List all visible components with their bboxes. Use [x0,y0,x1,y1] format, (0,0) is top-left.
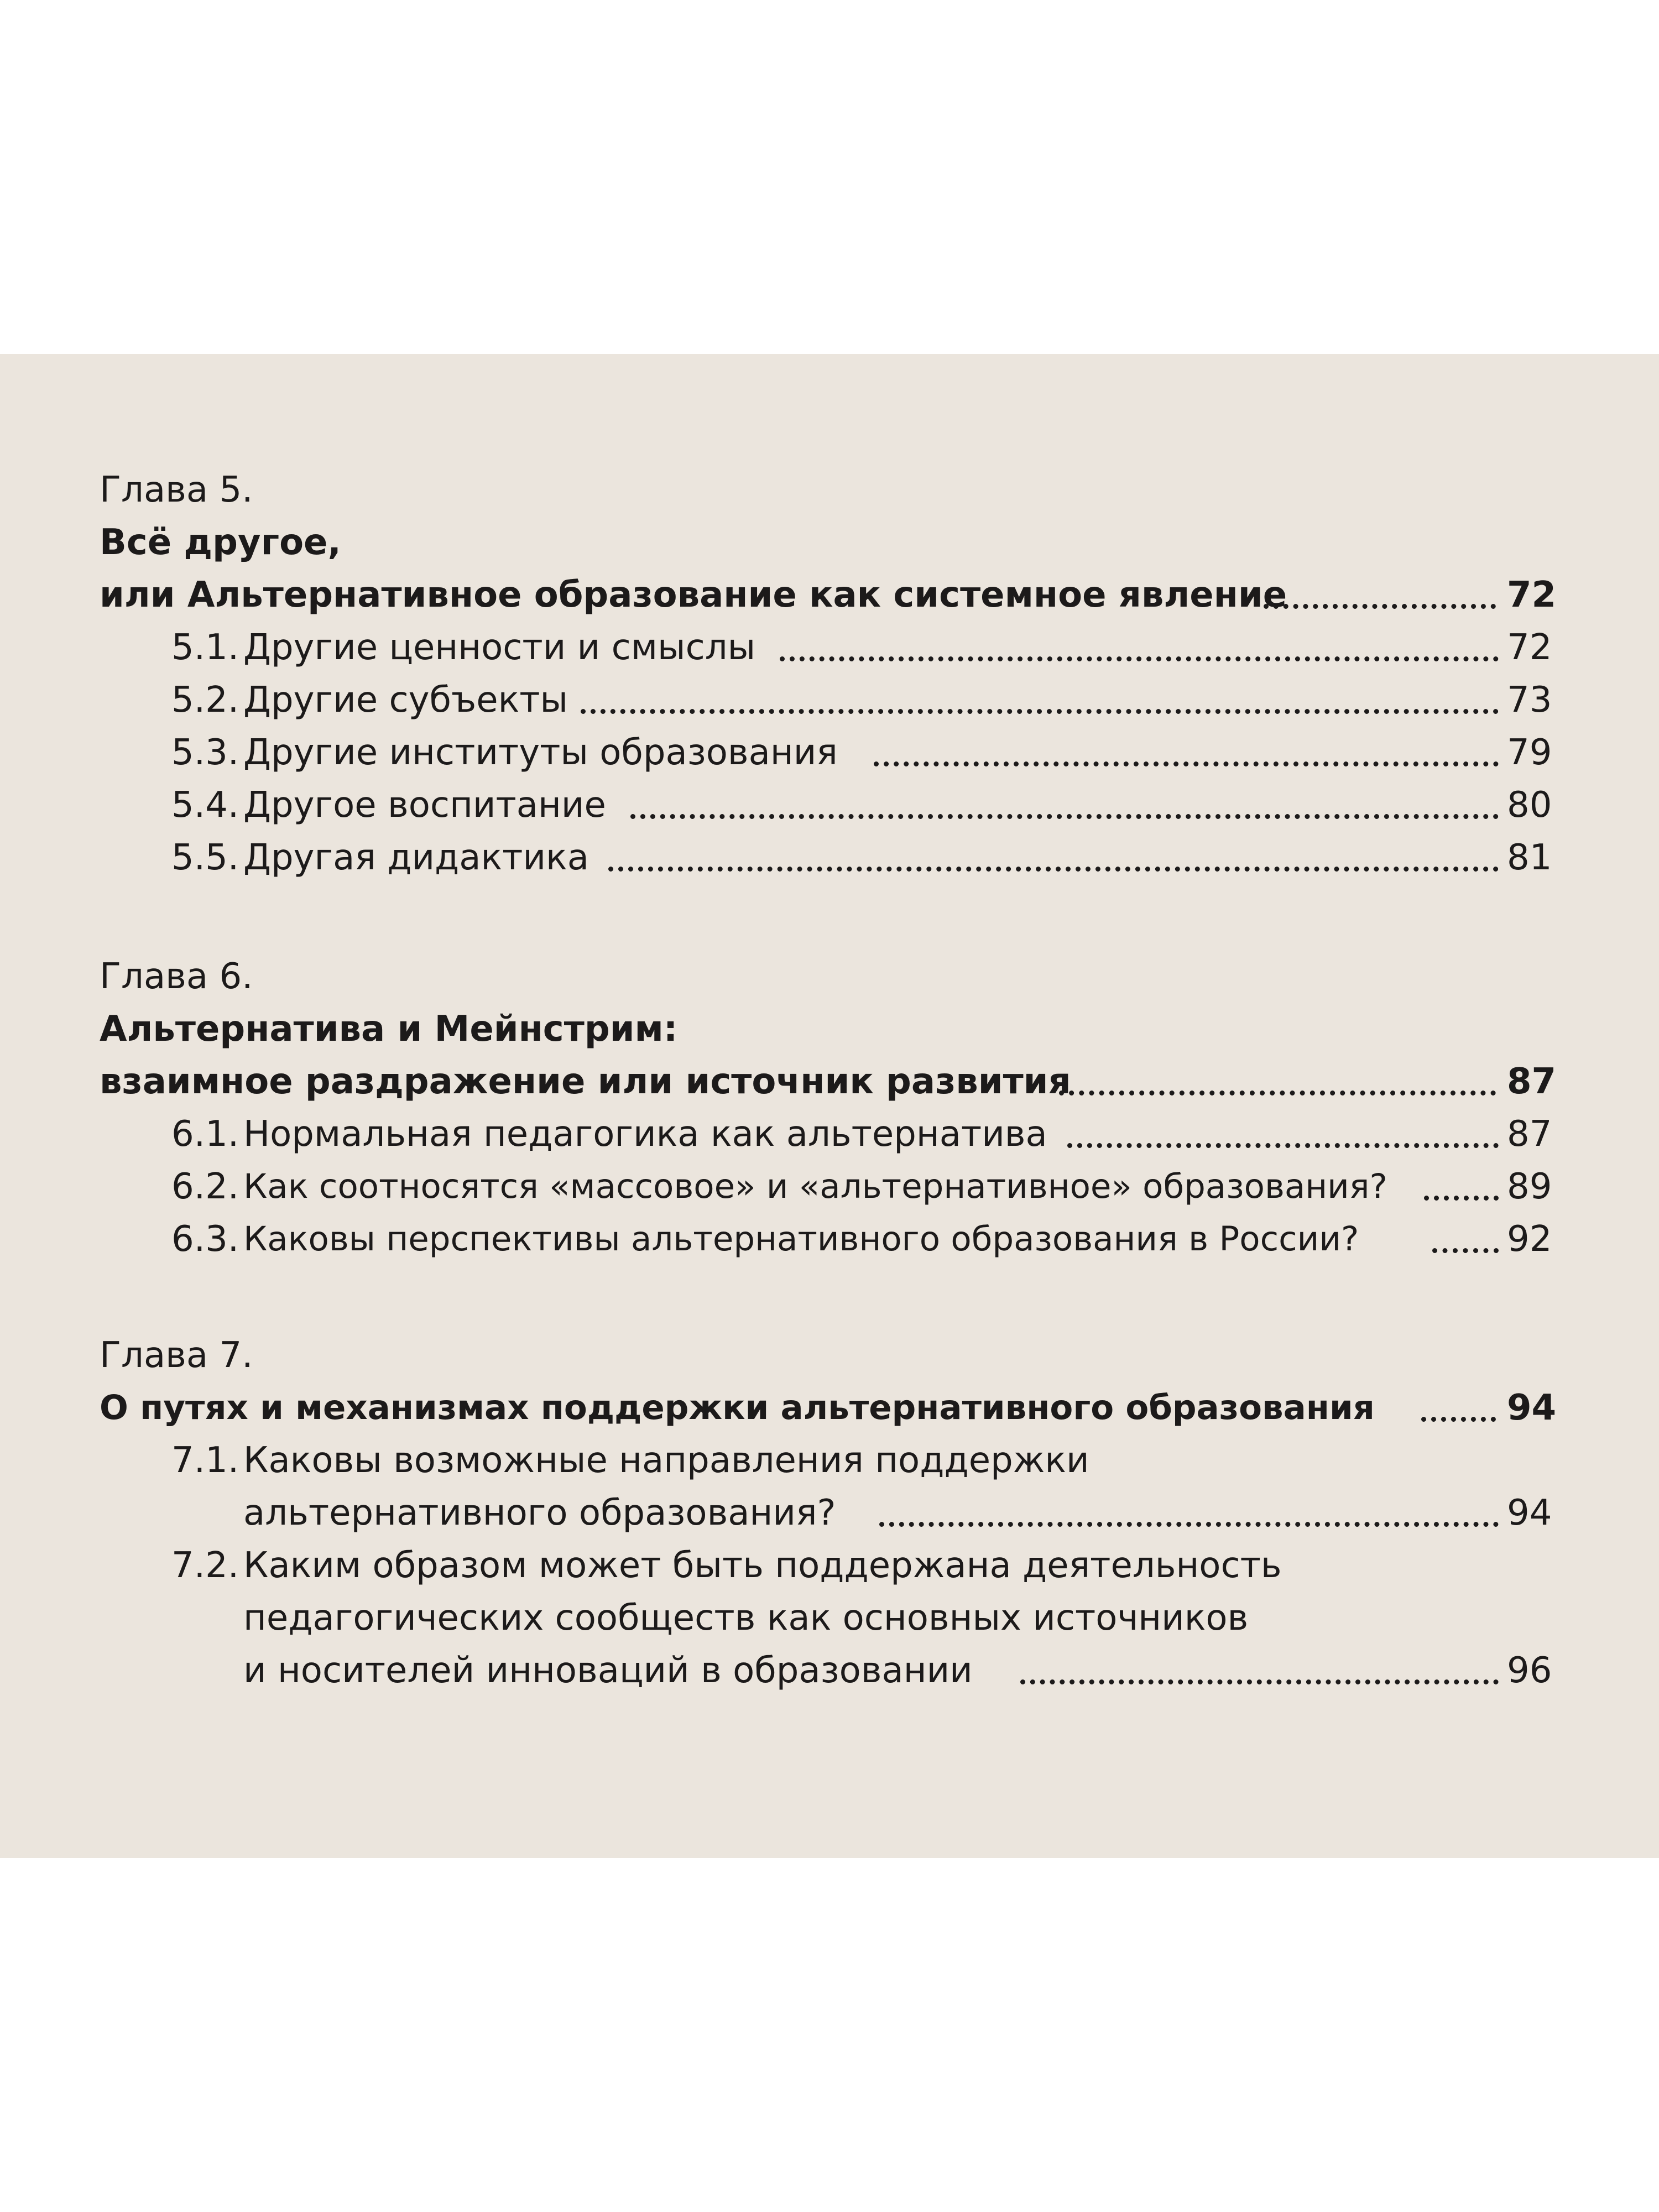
section-number: 5.4. [171,785,239,826]
page-number: 72 [1507,575,1557,615]
page-number: 87 [1507,1061,1557,1102]
toc-entry-6-1 [0,1109,1659,1160]
section-number: 6.2. [171,1166,239,1207]
dot-leader [780,656,1499,661]
section-title: Нормальная педагогика как альтернатива [243,1114,1047,1155]
section-number: 5.5. [171,837,239,878]
page-number: 92 [1507,1219,1552,1260]
dot-leader [630,814,1499,819]
page-number: 72 [1507,627,1552,668]
dot-leader [874,761,1499,766]
section-number: 7.2. [171,1545,239,1586]
page-number: 89 [1507,1166,1552,1207]
section-title: Другое воспитание [243,785,606,826]
section-number: 6.3. [171,1219,239,1260]
page-number: 96 [1507,1650,1552,1691]
toc-entry-5-4 [0,780,1659,831]
section-number: 6.1. [171,1114,239,1155]
section-number: 7.1. [171,1440,239,1481]
section-number: 5.1. [171,627,239,668]
chapter-title: или Альтернативное образование как системное явление [100,575,1287,615]
chapter-title: Всё другое, [100,522,341,563]
section-title: Каковы перспективы альтернативного образования в России? [243,1219,1359,1259]
section-title: Другая дидактика [243,837,589,878]
chapter-6-title-line1 [0,1004,1659,1055]
chapter-title: Альтернатива и Мейнстрим: [100,1009,678,1050]
chapter-7-title-line1 [0,1383,1659,1433]
section-number: 5.2. [171,680,239,721]
toc-entry-7-2-line1 [0,1540,1659,1591]
toc-entry-6-2 [0,1161,1659,1212]
toc-entry-7-1-line2 [0,1488,1659,1538]
dot-leader [1424,1196,1499,1201]
chapter-6-label [0,951,1659,1002]
section-title: Каким образом может быть поддержана деятельность [243,1545,1282,1586]
page-number: 81 [1507,837,1552,878]
chapter-5-label [0,465,1659,515]
chapter-label: Глава 7. [100,1335,253,1376]
dot-leader [1432,1248,1499,1253]
toc-entry-5-5 [0,832,1659,883]
page-number: 80 [1507,785,1552,826]
dot-leader [1264,604,1496,609]
section-title: Каковы возможные направления поддержки [243,1440,1089,1481]
section-title: Другие субъекты [243,680,568,721]
page-number: 94 [1507,1493,1552,1533]
book-page [0,354,1659,1858]
table-of-contents [0,354,1659,1858]
dot-leader [608,867,1499,872]
section-number: 5.3. [171,732,239,773]
dot-leader [879,1522,1499,1527]
chapter-5-title-line2 [0,570,1659,620]
section-title: Другие институты образования [243,732,838,773]
chapter-7-label [0,1330,1659,1381]
chapter-title: взаимное раздражение или источник развития [100,1061,1071,1102]
page-number: 87 [1507,1114,1552,1155]
dot-leader [1020,1679,1499,1684]
dot-leader [1067,1143,1499,1148]
chapter-title: О путях и механизмах поддержки альтернативного образования [100,1388,1375,1427]
chapter-label: Глава 5. [100,469,253,510]
section-title: педагогических сообществ как основных источников [243,1598,1249,1639]
toc-entry-7-2-line3 [0,1645,1659,1696]
section-title: Как соотносятся «массовое» и «альтернативное» образования? [243,1167,1387,1206]
section-title: альтернативного образования? [243,1493,836,1533]
toc-entry-7-2-line2 [0,1593,1659,1644]
page-number: 94 [1507,1387,1557,1428]
toc-entry-5-2 [0,675,1659,726]
section-title: и носителей инноваций в образовании [243,1650,973,1691]
page-number: 79 [1507,732,1552,773]
chapter-6-title-line2 [0,1056,1659,1107]
dot-leader [581,709,1499,714]
section-title: Другие ценности и смыслы [243,627,756,668]
page-number: 73 [1507,680,1552,721]
toc-entry-7-1-line1 [0,1435,1659,1486]
chapter-label: Глава 6. [100,956,253,997]
toc-entry-5-1 [0,622,1659,673]
toc-entry-6-3 [0,1214,1659,1265]
chapter-5-title-line1 [0,517,1659,568]
dot-leader [1421,1417,1496,1422]
toc-entry-5-3 [0,727,1659,778]
dot-leader [1059,1091,1496,1095]
